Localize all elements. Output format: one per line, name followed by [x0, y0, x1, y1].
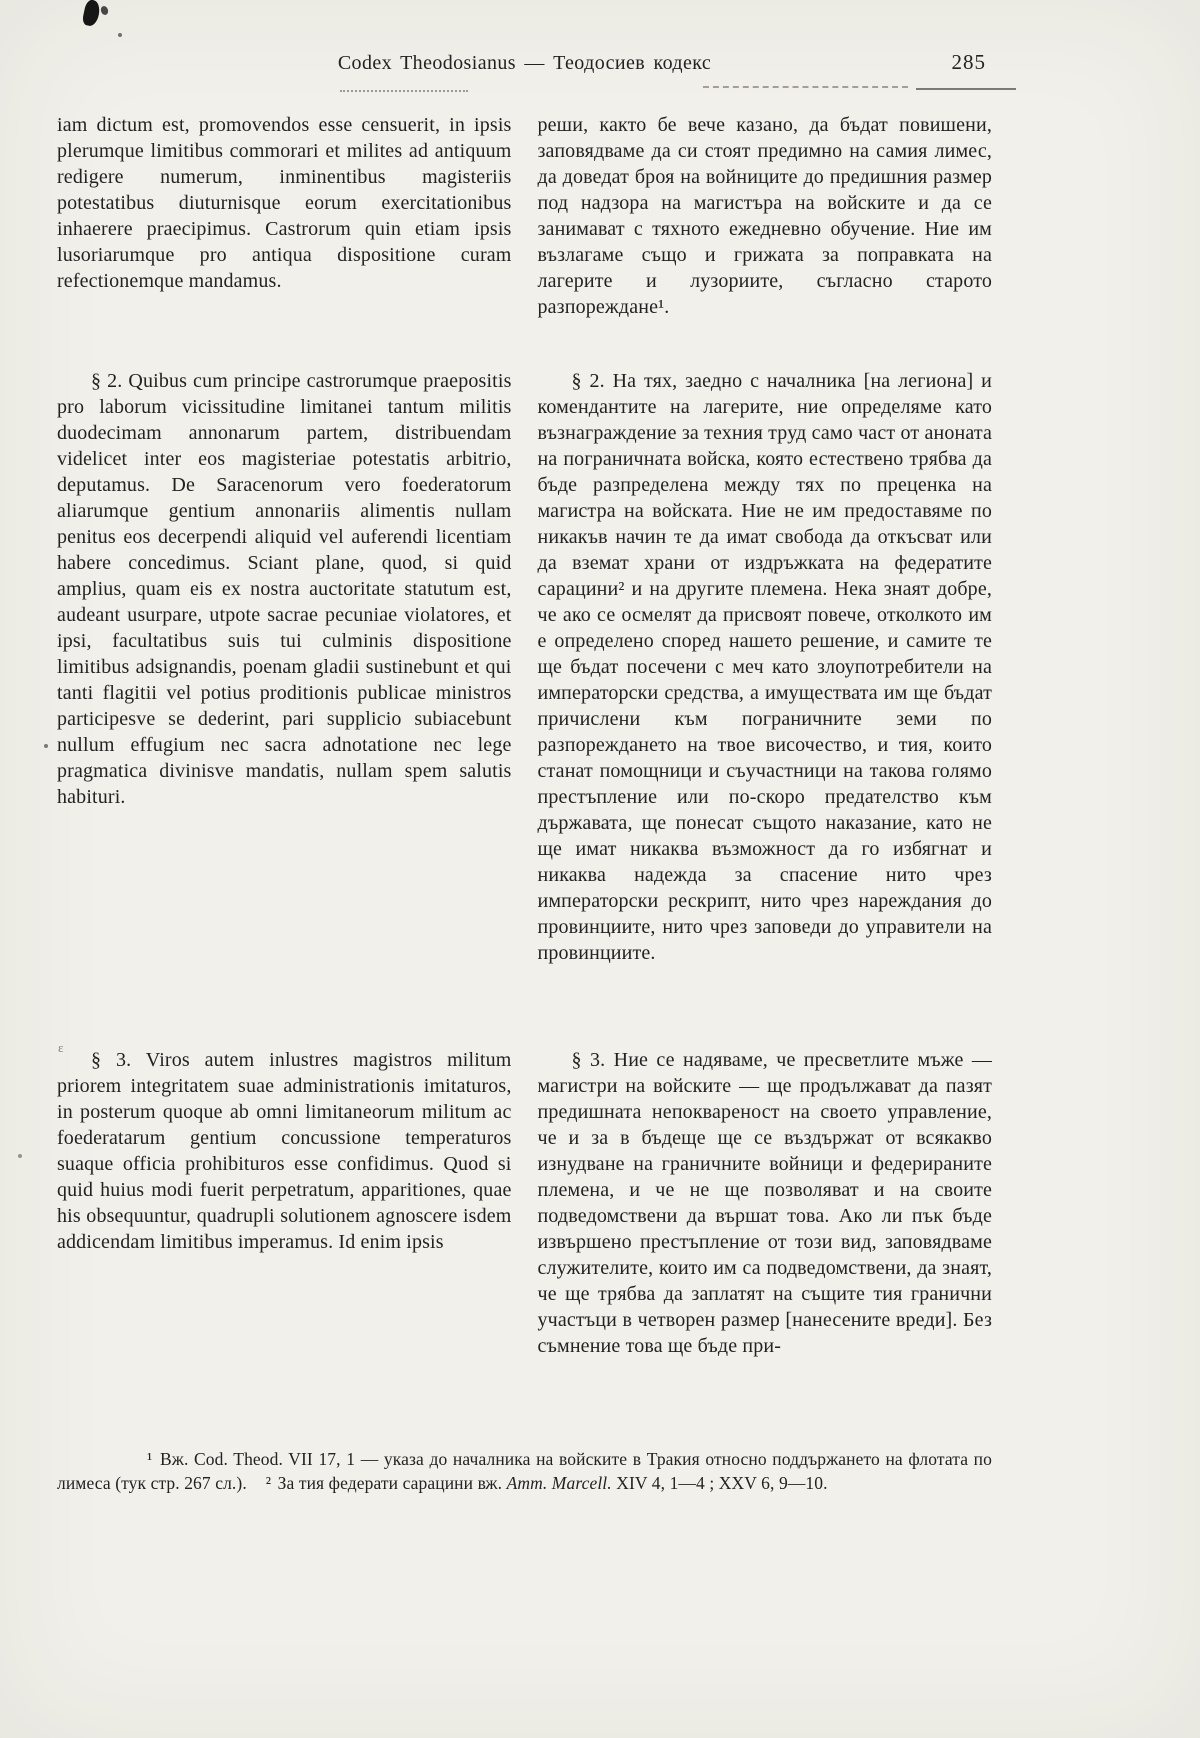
bulgarian-paragraph-continuation: реши, както бе вече казано, да бъдат повишени, заповядваме да си стоят предимно на самия лимес, да доведат броя на войниците до предишния размер под надзора на магистъра на войските и да се занимават с тяхното ежедневно обучение. Ние им възлагаме също и грижата за поправката на лагерите и лузориите, съгласно старото разпореждане¹. — [537, 114, 992, 318]
margin-pencil-mark: ε — [58, 1040, 64, 1055]
margin-speck-artifact — [18, 1154, 22, 1158]
running-title: Codex Theodosianus — Теодосиев кодекс — [337, 52, 712, 74]
latin-section-2: § 2. Quibus cum principe castrorumque praepositis pro laborum vicissitudine limitanei tantum militis duodecimam annonarum partem, distribuendam videlicet inter eos magisteriae potestatis arbitrio, deputamus. De Saracenorum vero foederatorum aliarumque gentium annonariis alimentis nullam penitus eos decerpendi aliquid vel auferendi licentiam habere concedimus. Sciant plane, quod, si quid amplius, quam eis ex nostra auctoritate statutum est, audeant usurpare, utpote sacrae pecuniae violatores, et ipsi, facultatibus suis tui culminis dispositione limitibus adsignandis, poenam gladii sustinebunt et qui tanti flagitii vel potius proditionis publicae ministros participesve se dederint, pari supplicio subiacebunt nullum effugium nec sacra adnotatione nec lege pragmatica divinisve mandatis, nullam spem salutis habituri. — [57, 370, 512, 808]
ink-blot-artifact — [81, 0, 101, 27]
ink-speck-artifact — [118, 33, 122, 37]
footnote-2-marker: ² — [265, 1472, 272, 1493]
footnotes-block — [57, 1448, 992, 1495]
page-header — [57, 52, 992, 84]
footnote-2-text: За тия федерати сарацини вж. — [277, 1472, 503, 1493]
bulgarian-section-3: § 3. Ние се надяваме, че пресветлите мъже — магистри на войските — ще продължават да пазят предишната непоквареност на своето управление, че и за в бъдеще ще се въздържат от всякакво изнудване на граничните войници и федерираните племена, и че не ще позволяват и на своите подведомствени да вършат това. Ако ли пък бъде извършено престъпление от този вид, заповядваме служителите, които им са подведомствени, да знаят, че ще трябва да заплатят на същите тия гранични участъци в четворен размер [нанесените вреди]. Без съмнение това ще бъде при- — [537, 1049, 992, 1357]
page-number: 285 — [951, 50, 986, 74]
ink-blot-artifact — [100, 5, 110, 16]
bulgarian-section-2: § 2. На тях, заедно с началника [на легиона] и комендантите на лагерите, ние определяме като възнаграждение за техния труд само част от аноната на пограничната войска, която естествено трябва да бъде разпределена между тях по преценка на магистра на войската. Ние не им предоставяме по никакъв начин те да имат свобода да откъсват или да вземат храни от издръжката на федератите сарацини² и на другите племена. Нека знаят добре, че ако се осмелят да присвоят повече, отколкото им е определено според нашето решение, и самите те ще бъдат посечени с меч като злоупотребители на императорски средства, а имуществата им ще бъдат причислени към пограничните земи по разпореждането на твое височество, и тия, които станат помощници и съучастници на такова голямо престъпление или по-скоро предателство към държавата, ще понесат същото наказание, като не ще имат никаква възможност да го избягнат и никаква надежда за спасение нито чрез императорски рескрипт, нито чрез нареждания до провинциите, нито чрез заповеди до управители на провинциите. — [537, 370, 992, 964]
footnote-2-citation: Amm. Marcell. — [506, 1472, 612, 1493]
latin-paragraph-continuation: iam dictum est, promovendos esse censuerit, in ipsis plerumque limitibus commorari et milites ad antiquum redigere numerum, inminentibus magisteriis potestatibus diuturnisque eorum exercitationibus inhaerere praecipimus. Castrorum quin etiam ipsis lusoriarumque pro antiqua dispositione curam refectionemque mandamus. — [57, 114, 512, 292]
header-underline-dashes — [340, 90, 468, 92]
latin-column — [57, 112, 512, 1448]
margin-speck-artifact — [44, 744, 48, 748]
footnote-2-text-end: XIV 4, 1—4 ; XXV 6, 9—10. — [616, 1472, 828, 1493]
bulgarian-column — [538, 112, 993, 1448]
latin-section-3: § 3. Viros autem inlustres magistros militum priorem integritatem suae administrationis imitaturos, in posterum quoque ab omni limitaneorum militum ac foederatarum gentium concussione temperaturos suaque officia prohibituros esse confidimus. Quod si quid huius modi fuerit perpetratum, apparitiones, quae his obsequuntur, quadrupli solutionem agnoscere isdem addicendam limitibus imperamus. Id enim ipsis — [57, 1049, 512, 1253]
footnote-1-marker: ¹ — [147, 1449, 153, 1469]
footnote-paragraph — [57, 1448, 992, 1495]
header-rule-dashes — [703, 86, 908, 88]
page-number-underline — [916, 88, 1016, 90]
footnote-1-text: Вж. Cod. Theod. VII 17, 1 — указа до началника на войските в Тракия относно поддържането на флотата по лимеса (тук стр. 267 сл.). — [57, 1449, 993, 1493]
text-columns — [57, 112, 992, 1448]
